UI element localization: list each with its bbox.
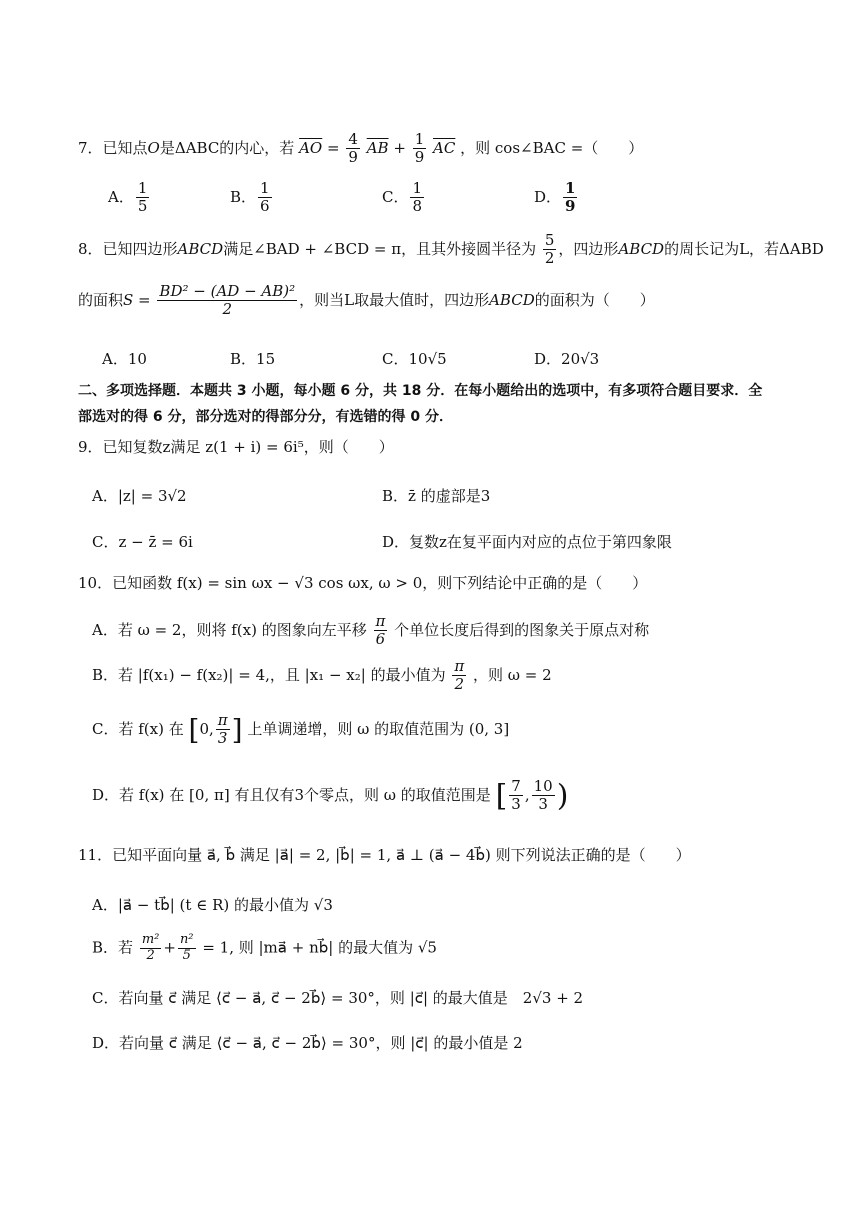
q10-d-pre: D．若 f(x) 在 [0, π] 有且仅有3个零点，则 ω 的取值范围是 [92,785,491,804]
q8-option-d [534,348,599,369]
q11-b-plus: + [163,938,176,957]
q8-line-1 [78,232,824,268]
q9-option-d: D．复数z在复平面内对应的点位于第四象限 [382,533,672,551]
q8-d-label: D． [534,350,562,368]
q7-stem-pre: 7．已知点 [78,138,148,157]
q8-c-text: 10√5 [408,350,447,368]
q8-area-fraction [157,283,297,319]
q11-b-pre: B．若 [92,938,134,957]
q10-d-fraction-2 [532,778,555,814]
q7-option-b-frac [258,180,272,216]
q11-b-fraction-2 [178,933,196,964]
q7-d-num: 1 [565,179,576,197]
q10-option-d [92,778,568,814]
q8-abcd-1: ABCD [177,239,224,258]
q8-radius-fraction [543,232,557,268]
q7-vector-ac: $\overline{AC}$ [433,138,456,157]
q7-option-a-label: A． [108,187,134,206]
q10-c-fraction [216,712,230,748]
q11-option-d: D．若向量 c⃗ 满足 ⟨c⃗ − a⃗, c⃗ − 2b⃗⟩ = 30°，则 |c⃗| 的最小值是 2 [92,1034,523,1052]
q8-option-c [382,348,447,369]
section2-heading-line2: 部选对的得 6 分，部分选对的得部分分，有选错的得 0 分． [78,409,453,425]
q7-a-num: 1 [137,179,148,197]
q8-option-a [102,348,147,369]
q10-b-fraction [452,658,466,694]
q7-b-den: 6 [260,197,270,216]
q10-a-den: 6 [375,630,386,649]
q11-b-d1: 2 [146,947,155,963]
q10-b-den: 2 [454,675,465,694]
q7-option-c [382,180,426,216]
q8-line1-mid: 满足∠BAD + ∠BCD = π，且其外接圆半径为 [223,239,537,258]
q7-option-a [108,180,151,216]
q7-option-b-label: B． [230,187,257,206]
q7-option-d-label: D． [534,187,562,206]
q9-option-a: A．|z| = 3√2 [92,487,187,505]
q7-f2-num: 1 [414,130,425,148]
q7-option-c-frac [410,180,424,216]
q8-b-label: B． [230,350,257,368]
q11-b-post: = 1, 则 |ma⃗ + nb⃗| 的最大值为 √5 [202,938,437,957]
q8-line1-pre: 8．已知四边形 [78,239,178,258]
q7-stem [78,131,643,167]
q8-line2-post: ，则当L取最大值时，四边形 [299,290,490,309]
q7-f1-den: 9 [348,148,358,167]
q10-b-num: π [454,657,465,675]
q8-b-text: 15 [256,350,276,368]
q8-line-2 [78,283,655,319]
section2-heading-line1: 二、多项选择题．本题共 3 小题，每小题 6 分，共 18 分．在每小题给出的选项中，有多项符合题目要求．全 [78,383,763,399]
q10-d-d1: 3 [511,795,521,814]
q8-line1-end: 的周长记为L，若ΔABD [664,239,824,258]
q10-d-right-bracket: ) [556,778,569,814]
q7-option-d-frac [563,180,577,216]
q7-equals: = [327,138,340,157]
q10-d-n2: 10 [533,777,553,795]
q10-d-d2: 3 [538,795,548,814]
q7-c-den: 8 [412,197,423,216]
q7-option-a-frac [136,180,150,216]
q7-vector-ao: $\overline{AO}$ [299,138,323,157]
q9-option-b: B．z̄ 的虚部是3 [382,487,491,505]
q7-option-b [230,180,274,216]
q7-plus: + [393,138,406,157]
q11-option-a: A．|a⃗ − tb⃗| (t ∈ R) 的最小值为 √3 [92,896,333,914]
q10-option-b [92,658,552,694]
q7-stem-end: ，则 cos∠BAC =（ ） [460,138,644,157]
q9-stem: 9．已知复数z满足 z(1 + i) = 6i⁵，则（ ） [78,438,394,456]
q11-b-n2: n² [179,932,194,947]
q11-option-c: C．若向量 c⃗ 满足 ⟨c⃗ − a⃗, c⃗ − 2b⃗⟩ = 30°，则 |c⃗| 的最大值是 2√3 + 2 [92,989,584,1007]
q10-b-pre: B．若 |f(x₁) − f(x₂)| = 4,，且 |x₁ − x₂| 的最小值为 [92,665,446,684]
q11-option-b [92,933,437,964]
q10-a-pre: A．若 ω = 2，则将 f(x) 的图象向左平移 [92,620,367,639]
q10-option-c [92,712,509,748]
q8-c-label: C． [382,350,409,368]
q10-c-right-bracket: ] [231,713,243,747]
q10-c-interval-start: 0, [199,719,214,738]
q10-c-num: π [217,711,228,729]
q10-d-left-bracket: [ [495,778,508,814]
q7-c-num: 1 [412,179,423,197]
q10-d-n1: 7 [511,777,521,795]
q10-c-den: 3 [217,729,228,748]
q7-fraction-1 [346,131,360,167]
q8-line1-post: ，四边形 [558,239,619,258]
q10-a-post: 个单位长度后得到的图象关于原点对称 [394,620,650,639]
q10-d-comma: , [524,785,530,804]
q11-stem: 11．已知平面向量 a⃗, b⃗ 满足 |a⃗| = 2, |b⃗| = 1, a⃗ ⊥ (a⃗ − 4b⃗) 则下列说法正确的是（ ） [78,846,691,864]
q8-r-den: 2 [544,249,555,268]
q8-area-num: BD² − (AD − AB)² [159,282,296,300]
q10-d-fraction-1 [509,778,523,814]
q8-area-s: S = [123,290,151,309]
q7-point-o: O [147,138,160,157]
q7-f2-den: 9 [414,148,425,167]
q7-d-den: 9 [565,197,576,216]
q10-c-post: 上单调递增，则 ω 的取值范围为 (0, 3] [247,719,510,738]
q10-c-left-bracket: [ [188,713,200,747]
q11-b-n1: m² [141,932,160,947]
q10-a-fraction [374,613,388,649]
q11-b-d2: 5 [182,947,191,963]
q7-a-den: 5 [137,197,148,216]
q7-stem-mid: 是ΔABC的内心，若 [159,138,295,157]
q8-r-num: 5 [544,231,555,249]
q7-f1-num: 4 [348,130,358,148]
q7-fraction-2 [413,131,427,167]
q11-b-fraction-1 [140,933,162,964]
q7-option-d [534,180,579,216]
q8-a-text: 10 [127,350,147,368]
q8-a-label: A． [102,350,128,368]
q10-a-num: π [375,612,386,630]
q8-d-text: 20√3 [561,350,600,368]
q8-abcd-2: ABCD [618,239,665,258]
q10-c-pre: C．若 f(x) 在 [92,719,184,738]
q8-line2-pre: 的面积 [78,290,124,309]
q8-option-b [230,348,275,369]
q8-line2-end: 的面积为（ ） [534,290,655,309]
q9-option-c: C．z − z̄ = 6i [92,533,193,551]
q10-b-post: ，则 ω = 2 [473,665,552,684]
q8-abcd-3: ABCD [489,290,535,309]
q10-option-a [92,613,649,649]
q7-vector-ab: $\overline{AB}$ [366,138,389,157]
q7-option-c-label: C． [382,187,409,206]
q8-area-den: 2 [222,300,233,319]
q7-b-num: 1 [260,179,270,197]
q10-stem: 10．已知函数 f(x) = sin ωx − √3 cos ωx, ω > 0，则下列结论中正确的是（ ） [78,574,648,592]
